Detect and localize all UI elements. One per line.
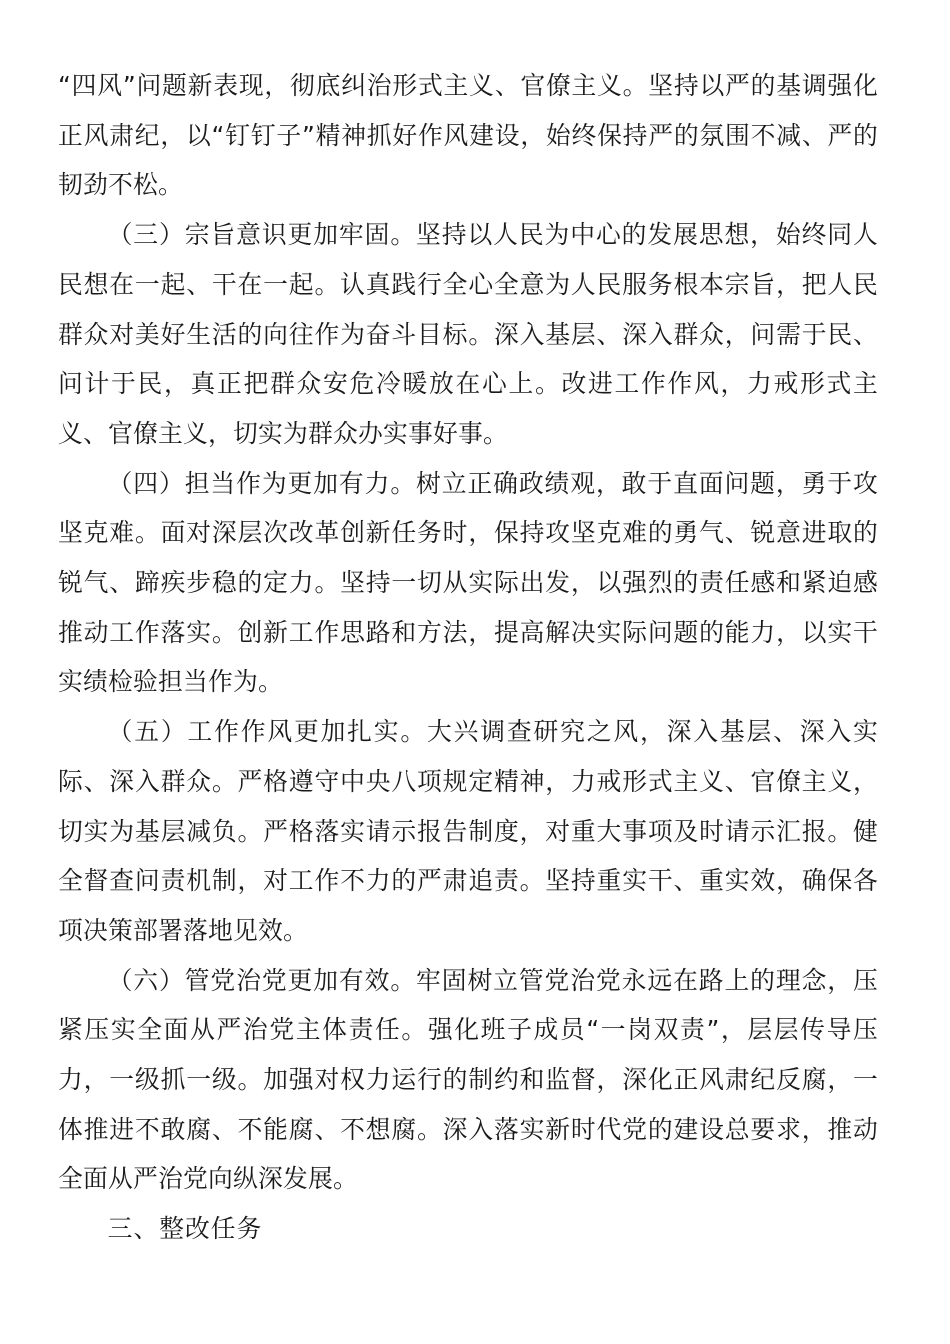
paragraph-section-4: （四）担当作为更加有力。树立正确政绩观，敢于直面问题，勇于攻坚克难。面对深层次改革创新任务时，保持攻坚克难的勇气、锐意进取的锐气、蹄疾步稳的定力。坚持一切从实际出发，以强烈的责任感和紧迫感推动工作落实。创新工作思路和方法，提高解决实际问题的能力，以实干实绩检验担当作为。 bbox=[58, 468, 878, 697]
paragraph-continuation: “四风”问题新表现，彻底纠治形式主义、官僚主义。坚持以严的基调强化正风肃纪，以“钉钉子”精神抓好作风建设，始终保持严的氛围不减、严的韧劲不松。 bbox=[58, 71, 878, 200]
paragraph-section-5: （五）工作作风更加扎实。大兴调查研究之风，深入基层、深入实际、深入群众。严格遵守中央八项规定精神，力戒形式主义、官僚主义，切实为基层减负。严格落实请示报告制度，对重大事项及时请示汇报。健全督查问责机制，对工作不力的严肃追责。坚持重实干、重实效，确保各项决策部署落地见效。 bbox=[58, 717, 878, 945]
paragraph-section-3: （三）宗旨意识更加牢固。坚持以人民为中心的发展思想，始终同人民想在一起、干在一起。认真践行全心全意为人民服务根本宗旨，把人民群众对美好生活的向往作为奋斗目标。深入基层、深入群众，问需于民、问计于民，真正把群众安危冷暖放在心上。改进工作作风，力戒形式主义、官僚主义，切实为群众办实事好事。 bbox=[58, 220, 878, 448]
paragraph-section-6: （六）管党治党更加有效。牢固树立管党治党永远在路上的理念，压紧压实全面从严治党主体责任。强化班子成员“一岗双责”，层层传导压力，一级抓一级。加强对权力运行的制约和监督，深化正风肃纪反腐，一体推进不敢腐、不能腐、不想腐。深入落实新时代党的建设总要求，推动全面从严治党向纵深发展。 bbox=[58, 965, 878, 1194]
section-heading: 三、整改任务 bbox=[107, 1214, 263, 1244]
document-page bbox=[58, 61, 878, 1254]
